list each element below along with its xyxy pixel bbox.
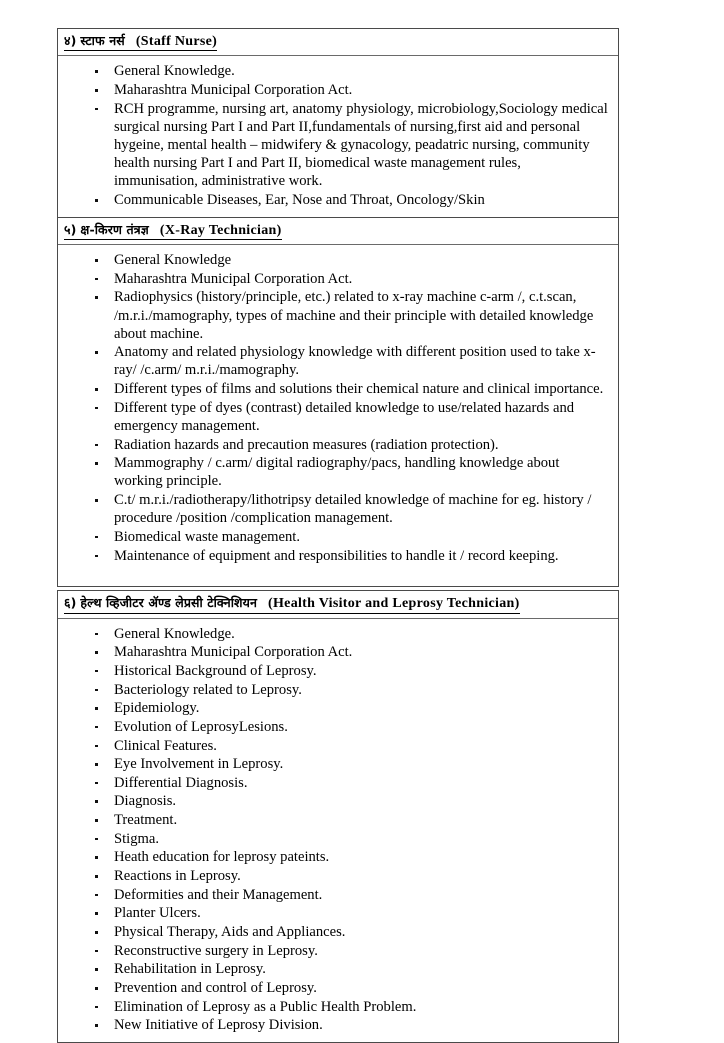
list-item: Biomedical waste management. [68,528,608,546]
list-item: General Knowledge [68,251,608,269]
section-body-xray-technician [58,245,618,572]
section-header-health-visitor-leprosy [58,591,618,618]
section-title-marathi: हेल्थ व्हिजीटर ॲण्ड लेप्रसी टेक्निशियन [80,595,258,611]
section-title-marathi: क्ष-किरण तंत्रज्ञ [80,221,149,237]
topic-list-staff-nurse [68,62,608,209]
section-title-english: (Health Visitor and Leprosy Technician) [268,596,520,612]
list-item: Treatment. [68,811,608,829]
list-item: Bacteriology related to Leprosy. [68,681,608,699]
topic-list-health-visitor-leprosy [68,625,608,1035]
section-title-group [64,32,217,51]
list-item: Deformities and their Management. [68,886,608,904]
section-header-xray-technician [58,218,618,245]
list-item: Prevention and control of Leprosy. [68,979,608,997]
list-item: Maharashtra Municipal Corporation Act. [68,81,608,99]
list-item: Historical Background of Leprosy. [68,662,608,680]
list-item: Communicable Diseases, Ear, Nose and Throat, Oncology/Skin [68,191,608,209]
section-title-english: (Staff Nurse) [135,34,218,49]
list-item: Different type of dyes (contrast) detailed knowledge to use/related hazards and emergency management. [68,399,608,435]
section-health-visitor-leprosy [57,590,619,1043]
list-item: Evolution of LeprosyLesions. [68,718,608,736]
section-body-health-visitor-leprosy [58,619,618,1042]
list-item: General Knowledge. [68,62,608,80]
section-title-english: (X-Ray Technician) [159,222,282,238]
section-title-marathi: स्टाफ नर्स [80,33,125,48]
list-item: RCH programme, nursing art, anatomy physiology, microbiology,Sociology medical surgical nursing Part I and Part II,fundamentals of nursing,first aid and personal hygeine, mental health – midwifery & gynacology, peadatric nursing, community health nursing Part I and Part II, biomedical waste management rules, immunisation, administrative work. [68,100,608,191]
list-item: Reactions in Leprosy. [68,867,608,885]
list-item: C.t/ m.r.i./radiotherapy/lithotripsy detailed knowledge of machine for eg. history / procedure /position /complication management. [68,491,608,527]
section-number: ५) [64,221,77,237]
table-spacer-row [57,572,619,587]
list-item: New Initiative of Leprosy Division. [68,1016,608,1034]
list-item: Eye Involvement in Leprosy. [68,755,608,773]
section-xray-technician [57,217,619,573]
section-staff-nurse [57,28,619,217]
list-item: Epidemiology. [68,699,608,717]
list-item: Heath education for leprosy pateints. [68,848,608,866]
list-item: Radiation hazards and precaution measures (radiation protection). [68,436,608,454]
syllabus-table [57,28,619,1043]
list-item: Mammography / c.arm/ digital radiography/pacs, handling knowledge about working principle. [68,454,608,490]
section-title-group [64,594,520,613]
list-item: General Knowledge. [68,625,608,643]
list-item: Reconstructive surgery in Leprosy. [68,942,608,960]
topic-list-xray-technician [68,251,608,565]
list-item: Elimination of Leprosy as a Public Health Problem. [68,998,608,1016]
section-title-group [64,221,282,240]
list-item: Maharashtra Municipal Corporation Act. [68,643,608,661]
list-item: Different types of films and solutions their chemical nature and clinical importance. [68,380,608,398]
list-item: Clinical Features. [68,737,608,755]
list-item: Maharashtra Municipal Corporation Act. [68,270,608,288]
section-header-staff-nurse [58,29,618,56]
section-number: ४) [64,33,77,48]
list-item: Physical Therapy, Aids and Appliances. [68,923,608,941]
list-item: Planter Ulcers. [68,904,608,922]
list-item: Diagnosis. [68,792,608,810]
section-body-staff-nurse [58,56,618,216]
list-item: Differential Diagnosis. [68,774,608,792]
section-number: ६) [64,595,77,611]
list-item: Stigma. [68,830,608,848]
list-item: Radiophysics (history/principle, etc.) related to x-ray machine c-arm /, c.t.scan, /m.r.i./mamography, types of machine and their principle with detailed knowledge about machine. [68,288,608,342]
list-item: Maintenance of equipment and responsibilities to handle it / record keeping. [68,547,608,565]
list-item: Rehabilitation in Leprosy. [68,960,608,978]
list-item: Anatomy and related physiology knowledge with different position used to take x-ray/ /c.arm/ m.r.i./mamography. [68,343,608,379]
